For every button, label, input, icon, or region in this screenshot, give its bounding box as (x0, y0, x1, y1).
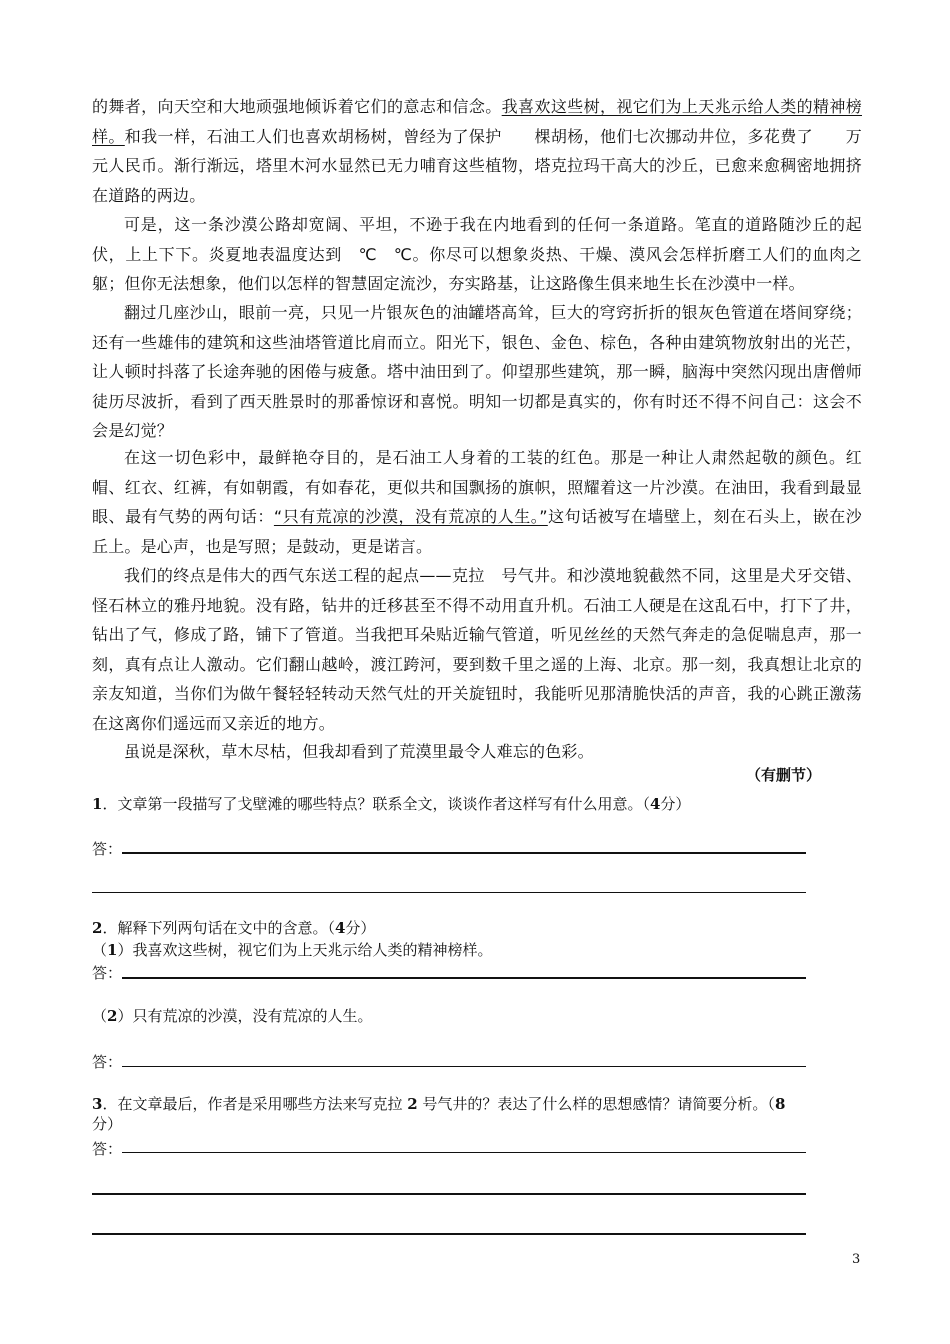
paragraph-5: 我们的终点是伟大的西气东送工程的起点——克拉 号气井。和沙漠地貌截然不同，这里是犬牙交错、怪石林立的雅丹地貌。没有路，钻井的迁移甚至不得不动用直升机。石油工人硬是在这乱石中，打下了井，钻出了气，修成了路，铺下了管道。当我把耳朵贴近输气管道，听见丝丝的天然气奔走的急促喘息声，那一刻，真有点让人激动。它们翻山越岭，渡江跨河，要到数千里之遥的上海、北京。那一刻，我真想让北京的亲友知道，当你们为做午餐轻轻转动天然气灶的开关旋钮时，我能听见那清脆快活的声音，我的心跳正激荡在这离你们遥远而又亲近的地方。 (92, 566, 862, 733)
question-1: 1．文章第一段描写了戈壁滩的哪些特点？联系全文，谈谈作者这样写有什么用意。（4分） (92, 795, 691, 813)
answer-line (122, 977, 806, 979)
answer-label: 答： (92, 840, 123, 858)
answer-label: 答： (92, 1053, 123, 1071)
page-number: 3 (852, 1252, 861, 1267)
text: 在这一切色彩中，最鲜艳夺目的，是石油工人身着的工装的红色。那是一种让人肃然起敬的颜色。红帽、红衣、红裤，有如朝霞，有如春花，更似共和国飘扬的旗帜，照耀着这一片沙漠。在油田，我看到最显眼、最有气势的两句话： (92, 448, 862, 526)
abridged-note: （有删节） (746, 766, 822, 784)
answer-label: 答： (92, 964, 123, 982)
paragraph-6: 虽说是深秋，草木尽枯，但我却看到了荒漠里最令人难忘的色彩。 (124, 742, 594, 761)
text: 的舞者，向天空和大地顽强地倾诉着它们的意志和信念。 (92, 97, 502, 116)
text: 和我一样，石油工人们也喜欢胡杨树，曾经为了保护 棵胡杨，他们七次挪动井位，多花费了 万元人民币。渐行渐远，塔里木河水显然已无力哺育这些植物，塔克拉玛干高大的沙丘，已愈来愈稠密地拥挤在道路的两边。 (92, 126, 862, 205)
underlined-sentence-2: “只有荒凉的沙漠，没有荒凉的人生。” (273, 507, 548, 526)
paragraph-2: 可是，这一条沙漠公路却宽阔、平坦，不逊于我在内地看到的任何一条道路。笔直的道路随沙丘的起伏，上上下下。炎夏地表温度达到 ℃ ℃。你尽可以想象炎热、干燥、漠风会怎样折磨工人们的血肉之躯；但你无法想象，他们以怎样的智慧固定流沙，夯实路基，让这路像生俱来地生长在沙漠中一样。 (92, 215, 862, 293)
question-2: 2．解释下列两句话在文中的含意。（4分） (92, 919, 376, 937)
answer-line (92, 1233, 806, 1235)
text: 这句话被写在墙壁上，刻在石头上，嵌在沙丘上。是心声，也是写照；是鼓动，更是诺言。 (92, 507, 862, 556)
answer-line (122, 1066, 806, 1067)
underlined-sentence-1: 我喜欢这些树，视它们为上天兆示给人类的精神榜样。 (92, 97, 862, 146)
answer-label: 答： (92, 1140, 123, 1158)
question-2-sub-2: （2）只有荒凉的沙漠，没有荒凉的人生。 (92, 1007, 373, 1025)
answer-line (122, 852, 806, 854)
answer-line (92, 892, 806, 893)
question-2-sub-1: （1）我喜欢这些树，视它们为上天兆示给人类的精神榜样。 (92, 941, 493, 959)
answer-line (122, 1152, 806, 1153)
paragraph-1 (92, 92, 862, 210)
question-3: 3．在文章最后，作者是采用哪些方法来写克拉 2 号气井的？表达了什么样的思想感情？请简要分析。（8 分） (92, 1095, 786, 1133)
paragraph-4 (92, 443, 862, 561)
answer-line (92, 1193, 806, 1195)
paragraph-3: 翻过几座沙山，眼前一亮，只见一片银灰色的油罐塔高耸，巨大的穹窍折折的银灰色管道在塔间穿绕；还有一些雄伟的建筑和这些油塔管道比肩而立。阳光下，银色、金色、棕色，各种由建筑物放射出的光芒，让人顿时抖落了长途奔驰的困倦与疲惫。塔中油田到了。仰望那些建筑，那一瞬，脑海中突然闪现出唐僧师徒历尽波折，看到了西天胜景时的那番惊讶和喜悦。明知一切都是真实的，你有时还不得不问自己：这会不会是幻觉？ (92, 303, 862, 440)
